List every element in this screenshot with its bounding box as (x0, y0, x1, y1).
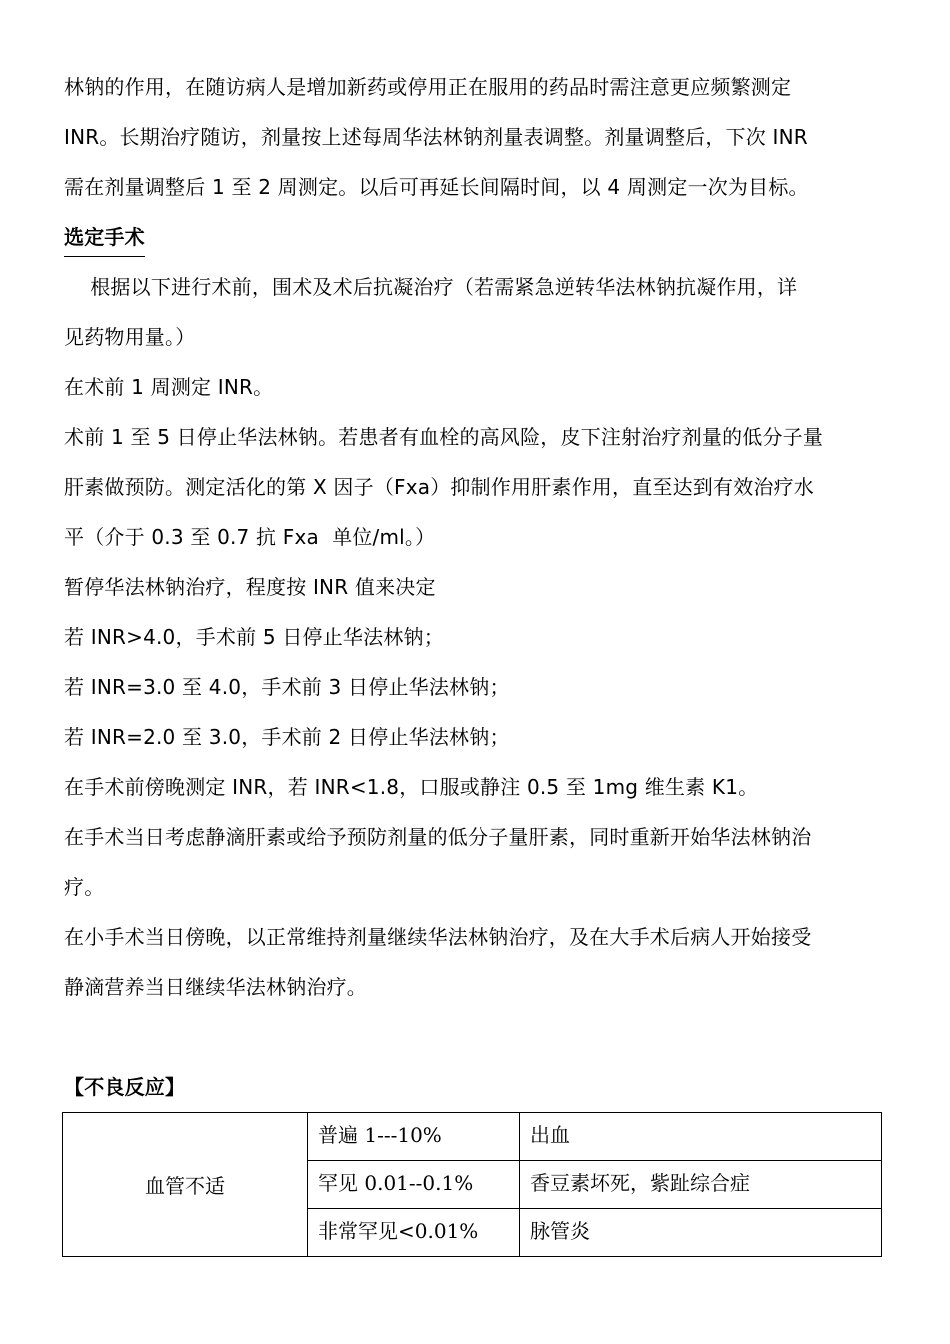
paragraph-line: 疗。 (64, 875, 105, 899)
paragraph-line: 在小手术当日傍晚，以正常维持剂量继续华法林钠治疗，及在大手术后病人开始接受 (64, 925, 812, 949)
frequency-cell: 非常罕见<0.01% (308, 1209, 520, 1257)
document-body (64, 62, 894, 1112)
reaction-cell: 脉管炎 (520, 1209, 882, 1257)
section-heading-wrapper (64, 212, 894, 262)
spacer (64, 1012, 894, 1062)
paragraph-line: 在手术前傍晚测定 INR，若 INR<1.8，口服或静注 0.5 至 1mg 维生素 K1。 (64, 775, 759, 799)
category-cell: 血管不适 (63, 1113, 308, 1257)
paragraph-line: 平（介于 0.3 至 0.7 抗 Fxa 单位/ml。） (64, 525, 436, 549)
adverse-reactions-table (62, 1112, 882, 1257)
section-heading: 选定手术 (64, 220, 145, 257)
paragraph-line: 静滴营养当日继续华法林钠治疗。 (64, 975, 367, 999)
paragraph-line: 术前 1 至 5 日停止华法林钠。若患者有血栓的高风险，皮下注射治疗剂量的低分子量 (64, 425, 824, 449)
frequency-cell: 罕见 0.01--0.1% (308, 1161, 520, 1209)
reaction-cell: 出血 (520, 1113, 882, 1161)
paragraph-line: 若 INR>4.0，手术前 5 日停止华法林钠； (64, 625, 444, 649)
paragraph-line: 肝素做预防。测定活化的第 X 因子（Fxa）抑制作用肝素作用，直至达到有效治疗水 (64, 475, 815, 499)
paragraph-line: 暂停华法林钠治疗，程度按 INR 值来决定 (64, 575, 436, 599)
adverse-reactions-heading: 【不良反应】 (64, 1075, 186, 1099)
paragraph-line: 林钠的作用，在随访病人是增加新药或停用正在服用的药品时需注意更应频繁测定 (64, 75, 792, 99)
paragraph-line: 若 INR=3.0 至 4.0，手术前 3 日停止华法林钠； (64, 675, 510, 699)
table-row (63, 1113, 882, 1161)
paragraph-line: 根据以下进行术前，围术及术后抗凝治疗（若需紧急逆转华法林钠抗凝作用，详 (64, 275, 798, 299)
paragraph-line: 需在剂量调整后 1 至 2 周测定。以后可再延长间隔时间，以 4 周测定一次为目标。 (64, 175, 809, 199)
paragraph-line: INR。长期治疗随访，剂量按上述每周华法林钠剂量表调整。剂量调整后，下次 INR (64, 125, 808, 149)
paragraph-line: 若 INR=2.0 至 3.0，手术前 2 日停止华法林钠； (64, 725, 510, 749)
paragraph-line: 在术前 1 周测定 INR。 (64, 375, 274, 399)
frequency-cell: 普遍 1---10% (308, 1113, 520, 1161)
paragraph-line: 在手术当日考虑静滴肝素或给予预防剂量的低分子量肝素，同时重新开始华法林钠治 (64, 825, 812, 849)
reaction-cell: 香豆素坏死，紫趾综合症 (520, 1161, 882, 1209)
paragraph-line: 见药物用量。） (64, 325, 196, 349)
